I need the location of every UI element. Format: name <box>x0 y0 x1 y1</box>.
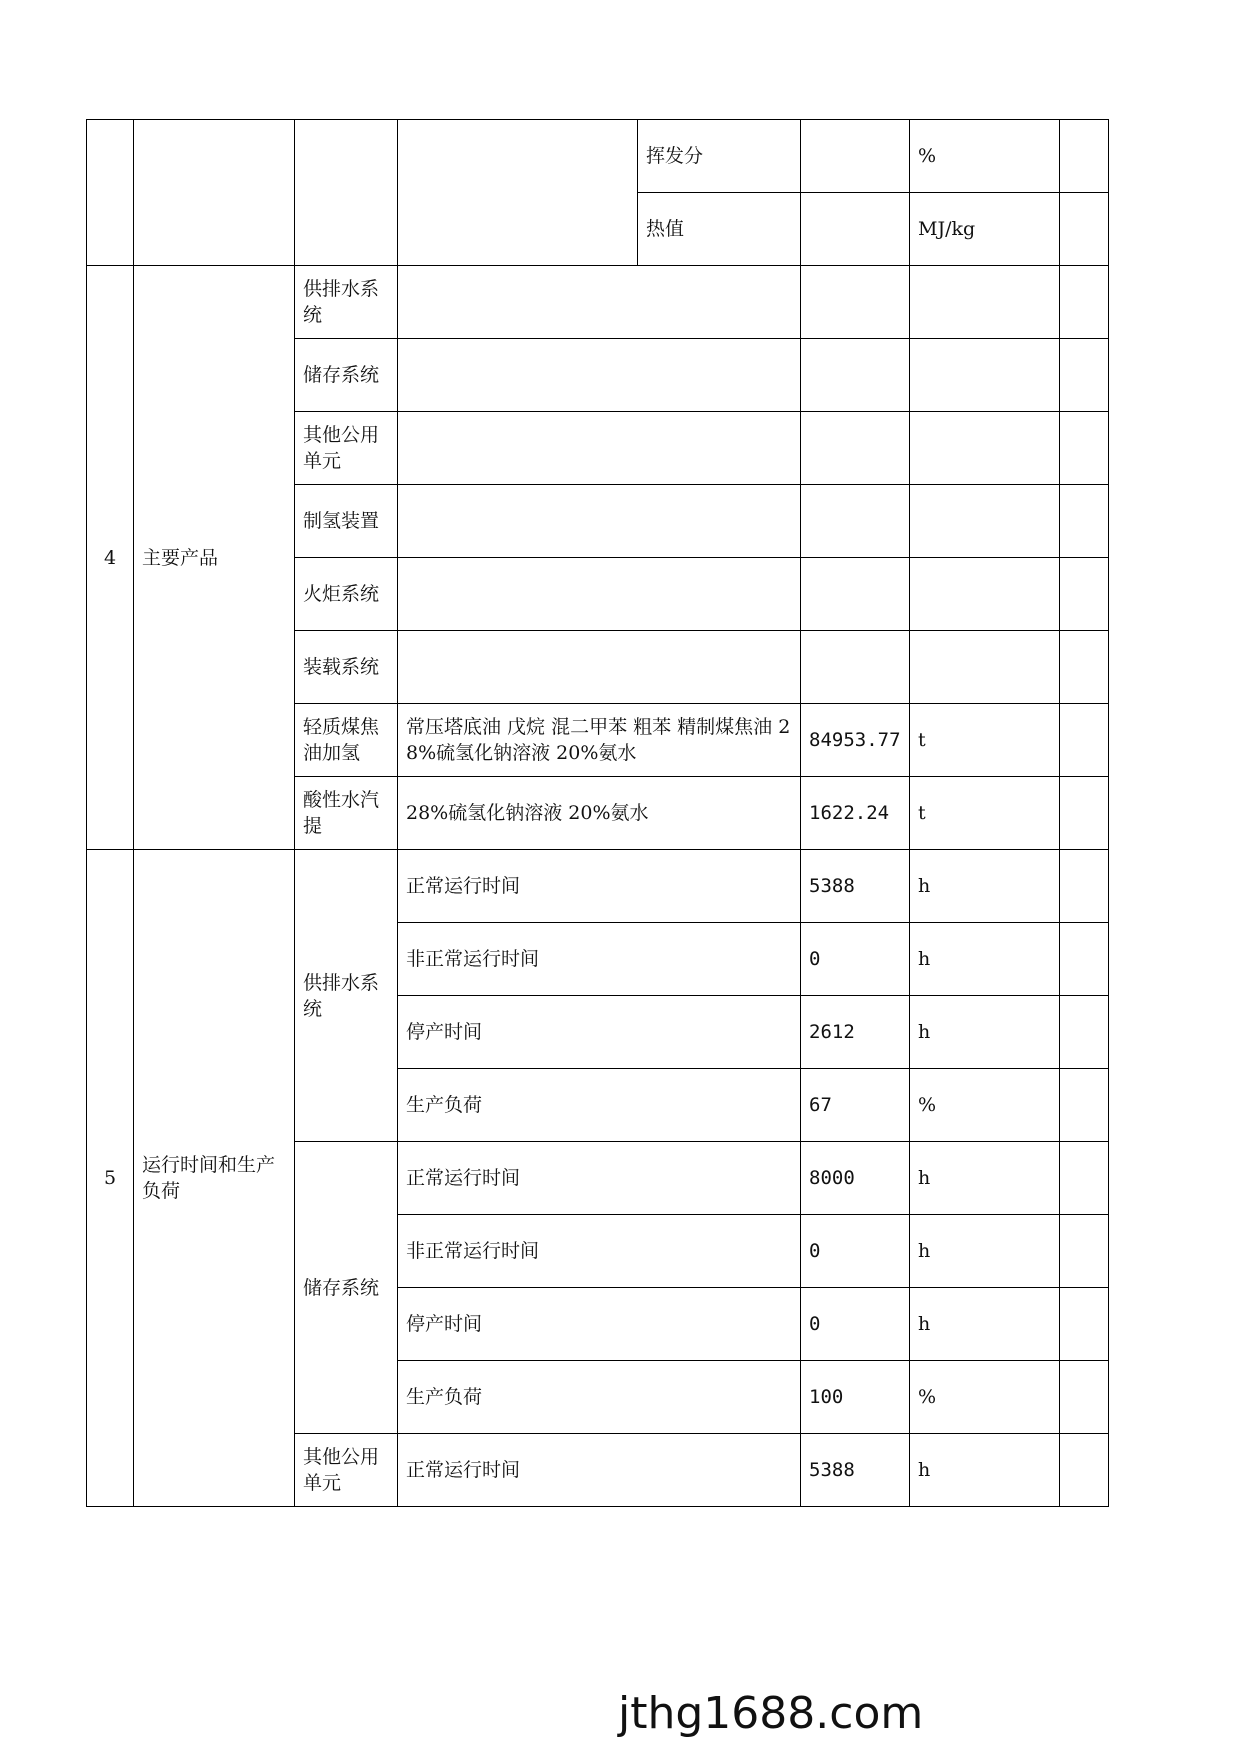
cell-note <box>1060 1361 1109 1434</box>
cell-note <box>1060 777 1109 850</box>
section-title: 运行时间和生产负荷 <box>134 850 295 1507</box>
data-table <box>86 119 1109 1507</box>
cell-item: 生产负荷 <box>398 1361 801 1434</box>
cell-note <box>1060 996 1109 1069</box>
cell-measure: % <box>910 120 1060 193</box>
cell-value <box>801 339 910 412</box>
table-row <box>87 850 1109 923</box>
cell-product <box>398 339 801 412</box>
cell-item: 正常运行时间 <box>398 1142 801 1215</box>
cell-value <box>801 412 910 485</box>
cell-item: 停产时间 <box>398 996 801 1069</box>
cell-unit: 其他公用单元 <box>295 1434 398 1507</box>
cell-item: 热值 <box>638 193 801 266</box>
cell-measure: h <box>910 1288 1060 1361</box>
cell-unit: 装载系统 <box>295 631 398 704</box>
cell-value: 1622.24 <box>801 777 910 850</box>
cell-value: 0 <box>801 923 910 996</box>
cell-note <box>1060 1142 1109 1215</box>
cell-note <box>1060 923 1109 996</box>
cell-note <box>1060 558 1109 631</box>
cell-product <box>398 485 801 558</box>
cell-value: 67 <box>801 1069 910 1142</box>
cell-product <box>398 412 801 485</box>
cell-product <box>398 120 638 266</box>
cell-note <box>1060 631 1109 704</box>
cell-item: 正常运行时间 <box>398 850 801 923</box>
cell-value <box>801 120 910 193</box>
cell-value: 5388 <box>801 1434 910 1507</box>
cell-note <box>1060 266 1109 339</box>
table-row <box>87 120 1109 193</box>
cell-note <box>1060 485 1109 558</box>
section-number: 4 <box>87 266 134 850</box>
cell-item: 生产负荷 <box>398 1069 801 1142</box>
cell-note <box>1060 1434 1109 1507</box>
cell-product <box>398 266 801 339</box>
cell-value: 2612 <box>801 996 910 1069</box>
cell-note <box>1060 704 1109 777</box>
cell-item: 停产时间 <box>398 1288 801 1361</box>
cell-product: 常压塔底油 戊烷 混二甲苯 粗苯 精制煤焦油 28%硫氢化钠溶液 20%氨水 <box>398 704 801 777</box>
cell-item: 非正常运行时间 <box>398 1215 801 1288</box>
cell-measure: % <box>910 1069 1060 1142</box>
cell-note <box>1060 850 1109 923</box>
cell-note <box>1060 339 1109 412</box>
cell-measure <box>910 558 1060 631</box>
cell-item: 挥发分 <box>638 120 801 193</box>
cell-measure: h <box>910 923 1060 996</box>
cell-measure: h <box>910 1215 1060 1288</box>
cell-no <box>87 120 134 266</box>
cell-unit: 供排水系统 <box>295 266 398 339</box>
cell-note <box>1060 1215 1109 1288</box>
cell-value <box>801 631 910 704</box>
cell-value: 100 <box>801 1361 910 1434</box>
cell-unit <box>295 120 398 266</box>
cell-value: 0 <box>801 1215 910 1288</box>
cell-note <box>1060 120 1109 193</box>
cell-measure <box>910 412 1060 485</box>
cell-measure: % <box>910 1361 1060 1434</box>
cell-item: 非正常运行时间 <box>398 923 801 996</box>
cell-product <box>398 558 801 631</box>
cell-unit: 储存系统 <box>295 1142 398 1434</box>
cell-measure: h <box>910 1142 1060 1215</box>
site-watermark: jthg1688.com <box>618 1688 924 1739</box>
section-number: 5 <box>87 850 134 1507</box>
cell-measure <box>910 266 1060 339</box>
cell-unit: 制氢装置 <box>295 485 398 558</box>
cell-note <box>1060 193 1109 266</box>
cell-measure: MJ/kg <box>910 193 1060 266</box>
cell-title <box>134 120 295 266</box>
cell-value: 8000 <box>801 1142 910 1215</box>
cell-measure: h <box>910 1434 1060 1507</box>
cell-unit: 轻质煤焦油加氢 <box>295 704 398 777</box>
cell-value: 5388 <box>801 850 910 923</box>
cell-product: 28%硫氢化钠溶液 20%氨水 <box>398 777 801 850</box>
cell-measure: t <box>910 704 1060 777</box>
section-title: 主要产品 <box>134 266 295 850</box>
cell-measure <box>910 631 1060 704</box>
cell-value <box>801 485 910 558</box>
cell-note <box>1060 412 1109 485</box>
cell-measure: h <box>910 850 1060 923</box>
cell-unit: 酸性水汽提 <box>295 777 398 850</box>
cell-unit: 储存系统 <box>295 339 398 412</box>
cell-measure: h <box>910 996 1060 1069</box>
cell-measure <box>910 339 1060 412</box>
cell-value <box>801 558 910 631</box>
cell-measure <box>910 485 1060 558</box>
cell-note <box>1060 1288 1109 1361</box>
cell-unit: 供排水系统 <box>295 850 398 1142</box>
cell-value <box>801 266 910 339</box>
cell-item: 正常运行时间 <box>398 1434 801 1507</box>
cell-unit: 火炬系统 <box>295 558 398 631</box>
cell-value: 84953.77 <box>801 704 910 777</box>
table-row <box>87 266 1109 339</box>
cell-value <box>801 193 910 266</box>
cell-note <box>1060 1069 1109 1142</box>
cell-measure: t <box>910 777 1060 850</box>
cell-product <box>398 631 801 704</box>
cell-unit: 其他公用单元 <box>295 412 398 485</box>
cell-value: 0 <box>801 1288 910 1361</box>
